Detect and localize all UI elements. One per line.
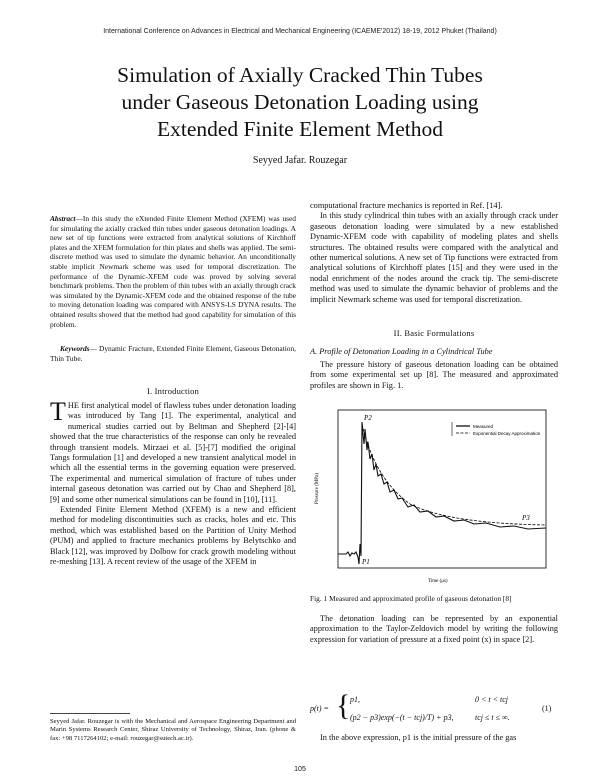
equation-1 (310, 689, 558, 727)
author: Seyyed Jafar. Rouzegar (252, 155, 348, 166)
approximation-curve (362, 424, 546, 525)
eq-number: (1) (542, 704, 552, 713)
label-p3: P3 (522, 514, 530, 522)
right-paragraph-3-wrap (310, 614, 558, 645)
eq-row1-cond: 0 < t < tcj (475, 695, 509, 704)
right-paragraph-2-wrap (310, 360, 558, 391)
page-number: 105 (294, 766, 306, 773)
right-paragraph-3: The detonation loading can be represented by an exponential approximation to the Taylor-Zeldovich model by writing the following expression for variation of pressure at a fixed point (x) in space [2]. (310, 614, 558, 644)
y-axis-label: Pressure (MPa) (315, 473, 320, 504)
right-paragraph-0: computational fracture mechanics is reported in Ref. [14]. (310, 201, 503, 210)
conference-header: International Conference on Advances in Electrical and Mechanical Engineering (ICAEME'2012) 18-19, 2012 Phuket (Thailand) (103, 28, 497, 35)
keywords-text: — Dynamic Fracture, Extended Finite Element, Gaseous Detonation, Thin Tube. (50, 344, 296, 363)
title-line: under Gaseous Detonation Loading using (121, 90, 479, 114)
drop-cap: T (50, 397, 66, 426)
intro-paragraph-1: HE first analytical model of flawless tubes under detonation loading was introduced by Tang [1]. The experimental, analytical and numerical studies carried out by Beltman and Shepherd [2]-[4] showed that the true characteristics of the response can only be revealed through transient models. Mirzaei et al. [5]-[7] modified the original Tangs formulation [1] and developed a new transient analytical model in which all the essential terms in the governing equation were preserved. The experimental and numerical simulation of fracture of tubes under internal gaseous detonation was carried out by Chao and Shepherd [8], [9] and some other numerical simulations can be found in [10], [11]. (50, 401, 296, 504)
eq-row1: p1, (350, 695, 360, 704)
right-column-top (310, 201, 558, 305)
subsection-heading: A. Profile of Detonation Loading in a Cylindrical Tube (310, 347, 493, 356)
section-heading-introduction: I. Introduction (146, 386, 200, 396)
eq-lhs: p(t) = (310, 704, 329, 713)
section-heading-basic-formulations: II. Basic Formulations (393, 328, 475, 338)
right-paragraph-4: In the above expression, p1 is the initial pressure of the gas (320, 733, 517, 742)
detonation-pressure-figure (310, 404, 558, 592)
eq-row2: (p2 − p3)exp(−(t − tcj)/T) + p3, (350, 713, 454, 722)
x-axis-label: Time (μs) (428, 579, 448, 584)
footnote: Seyyed Jafar. Rouzegar is with the Mechanical and Aerospace Engineering Department and Marin Systems Research Center, Shiraz University of Technology, Shiraz, Iran. (phone & fax: +98 7117264102; e-mail: rouzegar@sutech.ac.ir). (50, 718, 296, 742)
abstract-text: —In this study the eXtended Finite Element Method (XFEM) was used for simulating the axially cracked thin tubes under gaseous detonation loadings. A new set of tip functions were extracted from analytical solutions of Kirchhoff plates and the XFEM formulation for thin plates and shells was applied. The semi-discrete method was used to simulate the dynamic behavior. An unconditionally stable implicit Newmark scheme was used for temporal discretization. The performance of the Dynamic-XFEM code was proved by solving several benchmark problems. Then the problem of thin tubes with an axially through crack was simulated by the Dynamic-XFEM code and the obtained response of the tube to moving detonation loading was compared with ANSYS-LS DYNA results. The obtained results showed that the method had good capability for simulation of this problem. (50, 214, 296, 329)
keywords-label: Keywords (60, 344, 90, 353)
abstract-label: Abstract (50, 214, 76, 223)
label-p2: P2 (364, 414, 372, 422)
right-paragraph-2: The pressure history of gaseous detonation loading can be obtained from some experimental set up [8]. The measured and approximated profiles are shown in Fig. 1. (310, 360, 558, 390)
abstract (50, 214, 296, 329)
label-p1: P1 (362, 558, 370, 566)
legend-measured: Measured (473, 424, 494, 429)
introduction-body (50, 397, 296, 568)
eq-brace: { (336, 689, 351, 722)
footnote-rule (50, 713, 130, 714)
legend-approx: Exponential Decay Approximation (473, 431, 541, 436)
title-line: Simulation of Axially Cracked Thin Tubes (117, 63, 483, 87)
paper-title (40, 62, 560, 143)
measured-trace (338, 422, 546, 564)
right-paragraph-1: In this study cylindrical thin tubes with an axially through crack under gaseous detonation loading were simulated by a new established Dynamic-XFEM code with capability of modeling plates and shells structures. The obtained results were compared with the analytical and other numerical solutions. A new set of Tip functions were extracted from analytical solutions of Kirchhoff plates [15] and they were used in the nodal enrichment of the nodes around the crack tip. The semi-discrete method was used to simulate the dynamic behavior of problems and the implicit Newmark scheme was used for temporal discretization. (310, 211, 558, 304)
intro-paragraph-2: Extended Finite Element Method (XFEM) is a new and efficient method for modeling discontinuities such as cracks, holes and etc. This method, which was established based on the Partition of Unity Method (PUM) and applied to fracture mechanics problems by Belytschko and Black [12], was improved by Dolbow for crack growth modeling without re-meshing [13]. A recent review of the usage of the XFEM in (50, 505, 296, 567)
keywords (50, 344, 296, 363)
eq-row2-cond: tcj ≤ t ≤ ∞. (475, 713, 510, 722)
right-paragraph-4-wrap (310, 733, 558, 743)
figure-caption: Fig. 1 Measured and approximated profile of gaseous detonation [8] (310, 594, 512, 603)
title-line: Extended Finite Element Method (156, 117, 443, 141)
